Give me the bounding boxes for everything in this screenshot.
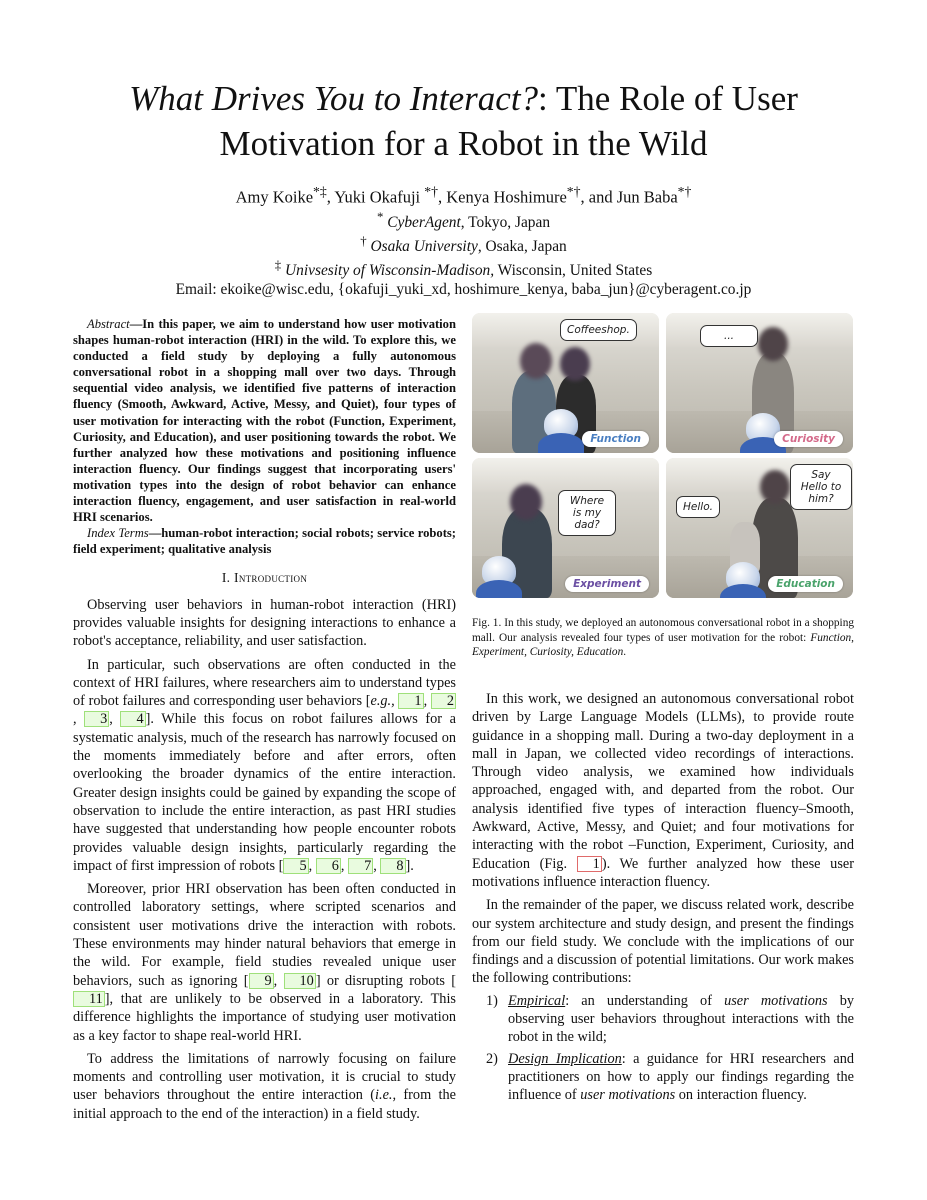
blurred-face <box>760 470 790 504</box>
intro-paragraph-2: In particular, such observations are often conducted in the context of HRI failures, where researchers aim to understand types of robot failures and corresponding user behaviors [e.g., 1 , 2, 3 , 4 ]. While this focus on robot failures allows for a systematic analysis, much of the research has narrowly focused on the moments immediately before and after errors, often overlooking the broader dynamics of the entire interaction. Greater design insights could be gained by expanding the scope of observation to include the entire interaction, as past HRI studies have suggested that understanding how people encounter robots provides valuable design insights, particularly regarding the impact of first impression of robots [ 5 , 6 , 7 , 8 ]. <box>73 656 456 874</box>
figure-panel-experiment <box>472 458 659 598</box>
author-block <box>40 182 887 299</box>
motivation-tag: Curiosity <box>774 431 843 447</box>
title-italic: What Drives You to Interact? <box>129 79 539 118</box>
citation-link[interactable]: 8 <box>380 858 405 874</box>
intro-paragraph-4: To address the limitations of narrowly focusing on failure moments and controlling user motivation, it is crucial to study user behaviors throughout the entire interaction (i.e., from the initial approach to the end of the interaction) in a field study. <box>73 1050 456 1122</box>
blurred-face <box>510 484 542 520</box>
citation-link[interactable]: 9 <box>249 973 274 989</box>
list-item: 1) Empirical: an understanding of user motivations by observing user behaviors throughout interactions with the robot in the wild; <box>486 992 855 1046</box>
blurred-face <box>758 327 788 361</box>
figure-1 <box>472 313 854 599</box>
citation-link[interactable]: 3 <box>84 711 109 727</box>
citation-link[interactable]: 6 <box>316 858 341 874</box>
list-item: 2) Design Implication: a guidance for HRI researchers and practitioners on how to apply our findings regarding the influence of user motivations on interaction fluency. <box>486 1050 854 1104</box>
motivation-tag: Education <box>768 576 843 592</box>
speech-bubble: ... <box>700 325 758 347</box>
section-heading: I. Introduction <box>221 570 308 586</box>
figure-panel-function <box>472 313 659 453</box>
affiliation-1: * CyberAgent, Tokyo, Japan <box>376 209 551 231</box>
blurred-face <box>560 347 590 381</box>
abstract: Abstract—In this paper, we aim to understand how user motivation shapes human-robot interaction (HRI) in the wild. To explore this, we conducted a field study by deploying a fully autonomous conversational robot in a shopping mall over two days. Through sequential video analysis, we identified five patterns of interaction fluency (Smooth, Awkward, Active, Messy, and Quiet), four types of user motivation for interacting with the robot (Function, Experiment, Curiosity, and Education), and user positioning towards the robot. We further analyzed how these motivations and positioning influence interaction fluency. Our findings suggest that incorporating users' motivation types into the design of robot behavior can enhance interaction fluency, engagement, and user satisfaction in real-world HRI scenarios. <box>73 317 456 525</box>
right-paragraph-1: In this work, we designed an autonomous conversational robot driven by Large Language Models (LLMs), to provide route guidance in a shopping mall. During a two-day deployment in a mall in Japan, we collected video recordings of interactions. Through video analysis, we examined how individuals approached, engaged with, and departed from the robot. Our analysis identified five types of interaction fluency–Smooth, Awkward, Active, Messy, and Quiet; and four motivations for interacting with the robot –Function, Experiment, Curiosity, and Education (Fig. 1 ). We further analyzed how these user motivations influence interaction fluency. <box>472 691 854 890</box>
citation-link[interactable]: 4 <box>120 711 145 727</box>
right-paragraph-2: In the remainder of the paper, we discuss related work, describe our system architecture and study design, and present the findings from our field study. We conclude with the implications of our findings and a discussion of potential limitations. Our work makes the following contributions: <box>472 897 854 987</box>
index-terms: Index Terms—human-robot interaction; social robots; service robots; field experiment; qualitative analysis <box>73 526 456 557</box>
figure-reference-link[interactable]: 1 <box>577 856 602 872</box>
figure-caption: Fig. 1. In this study, we deployed an autonomous conversational robot in a shopping mall. Our analysis revealed four types of user motivation for the robot: Function, Experiment, Curiosity, Education. <box>472 617 854 658</box>
author-emails: Email: ekoike@wisc.edu, {okafuji_yuki_xd, hoshimure_kenya, baba_jun}@cyberagent.co.jp <box>175 280 752 298</box>
citation-link[interactable]: 5 <box>283 858 308 874</box>
speech-bubble: Coffeeshop. <box>560 319 637 341</box>
speech-bubble: Hello. <box>676 496 720 518</box>
right-column <box>472 690 854 1108</box>
intro-paragraph-1: Observing user behaviors in human-robot interaction (HRI) provides valuable insights for designing interactions to enhance a robot's acceptance, reliability, and user satisfaction. <box>73 596 456 650</box>
figure-panel-curiosity <box>666 313 853 453</box>
citation-link[interactable]: 1 <box>398 693 423 709</box>
title-line2: Motivation for a Robot in the Wild <box>219 124 708 163</box>
affiliation-2: † Osaka University, Osaka, Japan <box>360 233 567 255</box>
figure-panel-education <box>666 458 853 598</box>
motivation-tag: Function <box>582 431 649 447</box>
citation-link[interactable]: 7 <box>348 858 373 874</box>
author-names: Amy Koike*‡, Yuki Okafuji *†, Kenya Hoshimure*†, and Jun Baba*† <box>235 184 692 207</box>
motivation-tag: Experiment <box>565 576 649 592</box>
title-rest: : The Role of User <box>538 79 798 118</box>
contributions-list <box>472 992 854 1105</box>
citation-link[interactable]: 2 <box>431 693 456 709</box>
speech-bubble: Say Hello to him? <box>790 464 852 510</box>
paper-title <box>40 76 887 166</box>
intro-paragraph-3: Moreover, prior HRI observation has been often conducted in controlled laboratory settings, where scripted scenarios and consistent user motivations drive the interaction with robots. These environments may hinder natural behaviors that emerge in the wild. For example, field studies revealed unique user behaviors, such as ignoring [ 9 , 10 ] or disrupting robots [11 ], that are unlikely to be observed in a laboratory. This difference highlights the importance of studying user motivation as a key factor to shape real-world HRI. <box>73 881 456 1044</box>
speech-bubble: Where is my dad? <box>558 490 616 536</box>
citation-link[interactable]: 10 <box>284 973 316 989</box>
left-column <box>73 316 456 1123</box>
affiliation-3: ‡ Univsesity of Wisconsin-Madison, Wisconsin, United States <box>274 257 653 279</box>
blurred-face <box>520 343 552 379</box>
citation-link[interactable]: 11 <box>73 991 105 1007</box>
